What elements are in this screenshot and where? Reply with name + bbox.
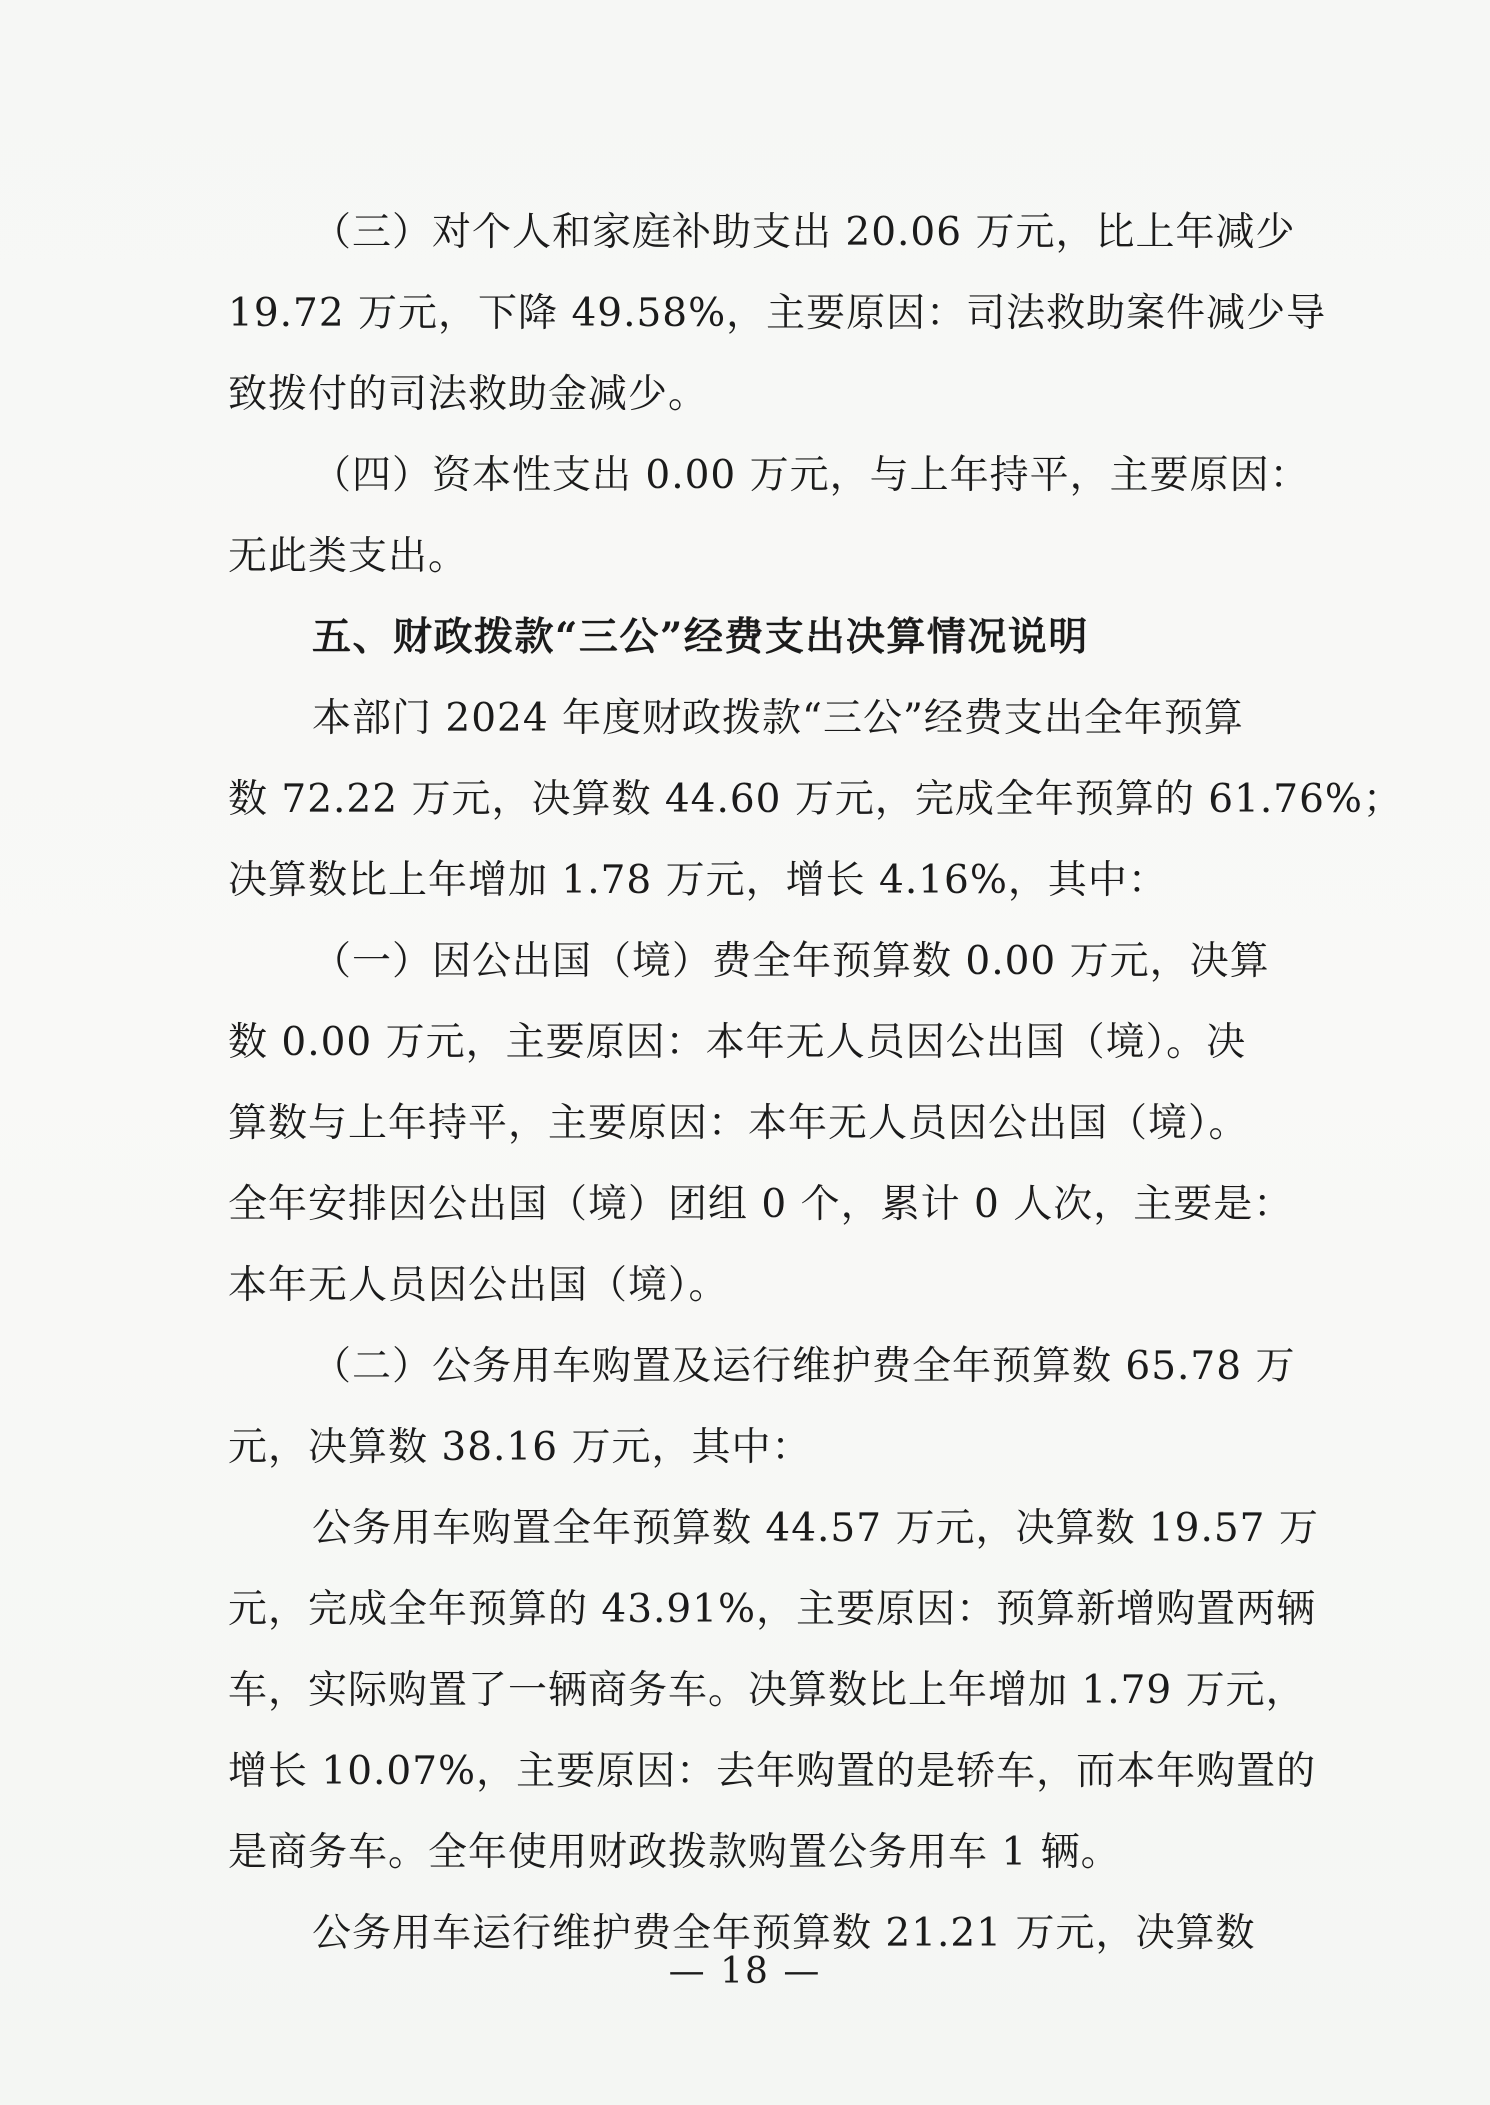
paragraph-line: （一）因公出国（境）费全年预算数 0.00 万元，决算 (312, 939, 1270, 984)
paragraph-line: 19.72 万元，下降 49.58%，主要原因：司法救助案件减少导 (228, 291, 1327, 336)
paragraph-line: 本年无人员因公出国（境）。 (228, 1263, 729, 1308)
paragraph-line: 元，完成全年预算的 43.91%，主要原因：预算新增购置两辆 (228, 1587, 1317, 1632)
paragraph-line: 决算数比上年增加 1.78 万元，增长 4.16%，其中： (228, 858, 1168, 903)
paragraph-line: （四）资本性支出 0.00 万元，与上年持平，主要原因： (312, 453, 1310, 498)
paragraph-line: 致拨付的司法救助金减少。 (228, 372, 709, 417)
paragraph-line: 本部门 2024 年度财政拨款“三公”经费支出全年预算 (312, 696, 1244, 741)
paragraph-line: 全年安排因公出国（境）团组 0 个，累计 0 人次，主要是： (228, 1182, 1294, 1227)
section-heading: 五、财政拨款“三公”经费支出决算情况说明 (312, 614, 1089, 660)
paragraph-line: 车，实际购置了一辆商务车。决算数比上年增加 1.79 万元， (228, 1668, 1306, 1713)
paragraph-line: 算数与上年持平，主要原因：本年无人员因公出国（境）。 (228, 1101, 1249, 1146)
page-number: — 18 — (668, 1951, 822, 1992)
paragraph-line: （二）公务用车购置及运行维护费全年预算数 65.78 万 (312, 1344, 1296, 1389)
paragraph-line: 是商务车。全年使用财政拨款购置公务用车 1 辆。 (228, 1830, 1121, 1875)
paragraph-line: 增长 10.07%，主要原因：去年购置的是轿车，而本年购置的 (228, 1749, 1317, 1794)
paragraph-line: 无此类支出。 (228, 534, 469, 579)
paragraph-line: （三）对个人和家庭补助支出 20.06 万元，比上年减少 (312, 210, 1296, 255)
paragraph-line: 元，决算数 38.16 万元，其中： (228, 1425, 812, 1470)
paragraph-line: 公务用车购置全年预算数 44.57 万元，决算数 19.57 万 (312, 1506, 1319, 1551)
paragraph-line: 数 0.00 万元，主要原因：本年无人员因公出国（境）。决 (228, 1020, 1247, 1065)
document-body (228, 192, 1403, 1974)
paragraph-line: 公务用车运行维护费全年预算数 21.21 万元，决算数 (312, 1911, 1256, 1956)
paragraph-line: 数 72.22 万元，决算数 44.60 万元，完成全年预算的 61.76%； (228, 777, 1403, 822)
